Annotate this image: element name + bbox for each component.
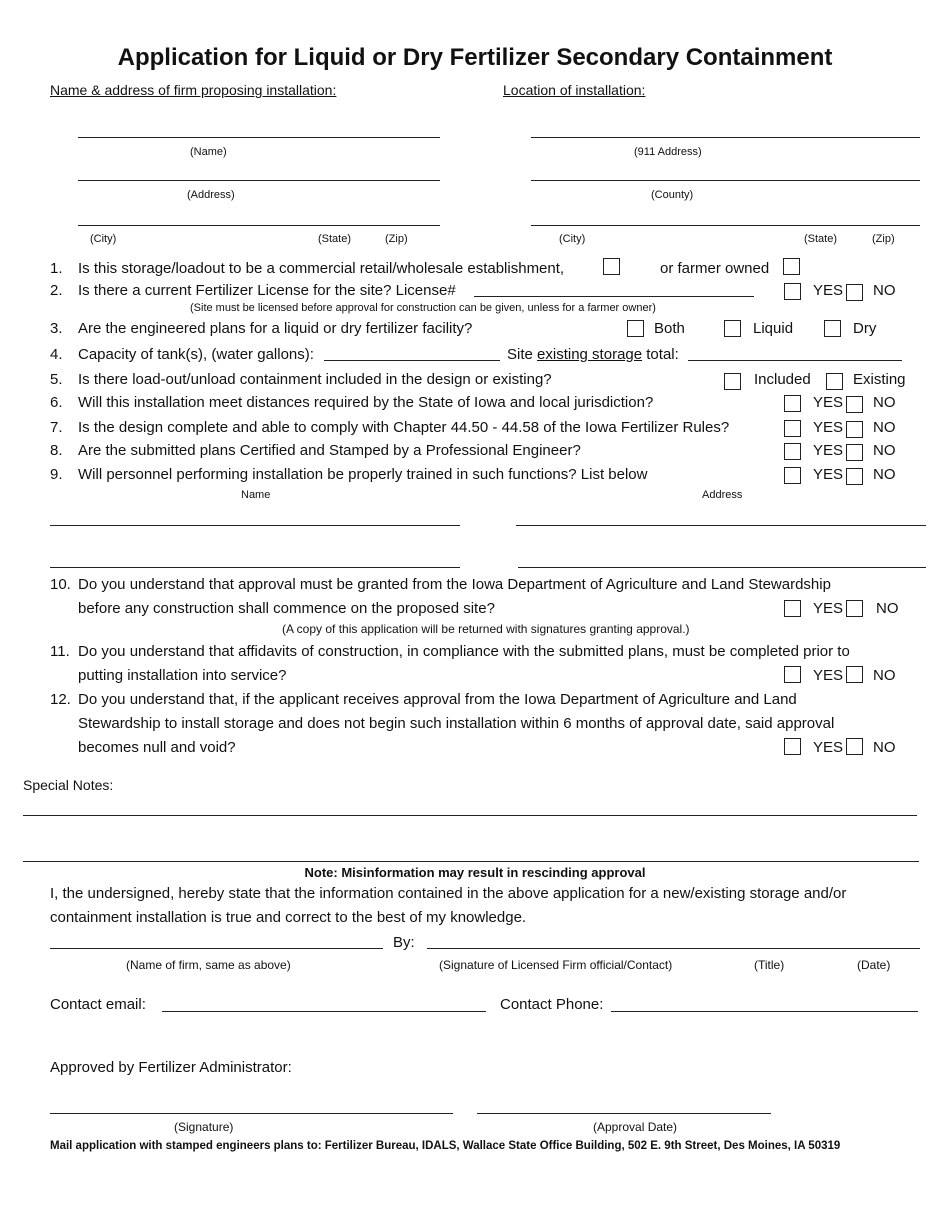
statement-line2: containment installation is true and correct to the best of my knowledge.	[50, 909, 527, 926]
q8-no-checkbox[interactable]	[846, 444, 863, 461]
q3-liquid-checkbox[interactable]	[724, 320, 741, 337]
q5-included-label: Included	[754, 371, 811, 388]
q7-yes-checkbox[interactable]	[784, 420, 801, 437]
firm-name-field[interactable]	[78, 137, 440, 138]
q8-yes-checkbox[interactable]	[784, 443, 801, 460]
location-911-address-label: (911 Address)	[634, 146, 702, 158]
q4-number: 4.	[50, 346, 63, 363]
misinformation-warning: Note: Misinformation may result in rescinding approval	[304, 865, 646, 880]
q5-existing-checkbox[interactable]	[826, 373, 843, 390]
q2-yes-label: YES	[813, 282, 844, 299]
contact-email-field[interactable]	[162, 1011, 486, 1012]
firm-name-sig-label: (Name of firm, same as above)	[126, 958, 291, 972]
q9-number: 9.	[50, 466, 63, 483]
q11-number: 11.	[50, 643, 70, 660]
q5-number: 5.	[50, 371, 63, 388]
q8-number: 8.	[50, 442, 63, 459]
firm-zip-label: (Zip)	[385, 233, 408, 245]
q2-text: Is there a current Fertilizer License for the site? License#	[78, 282, 456, 299]
q11-line2: putting installation into service?	[78, 667, 287, 684]
q3-dry-checkbox[interactable]	[824, 320, 841, 337]
q10-yes-checkbox[interactable]	[784, 600, 801, 617]
contact-phone-label: Contact Phone:	[500, 996, 604, 1013]
official-signature-field[interactable]	[427, 948, 920, 949]
q1-farmer-label: or farmer owned	[660, 260, 770, 277]
personnel-address-field-1[interactable]	[516, 525, 926, 526]
location-zip-label: (Zip)	[872, 233, 895, 245]
q6-text: Will this installation meet distances required by the State of Iowa and local jurisdiction?	[78, 394, 654, 411]
q3-both-label: Both	[654, 320, 685, 337]
q3-text: Are the engineered plans for a liquid or dry fertilizer facility?	[78, 320, 473, 337]
title-label: (Title)	[754, 958, 785, 972]
q1-commercial-checkbox[interactable]	[603, 258, 620, 275]
location-state-label: (State)	[804, 233, 838, 245]
q10-no-checkbox[interactable]	[846, 600, 863, 617]
location-heading: Location of installation:	[503, 82, 646, 98]
approval-date-label: (Approval Date)	[593, 1120, 678, 1134]
q2-no-label: NO	[873, 282, 896, 299]
q7-yes-label: YES	[813, 419, 844, 436]
q8-yes-label: YES	[813, 442, 844, 459]
q5-text: Is there load-out/unload containment included in the design or existing?	[78, 371, 552, 388]
q12-line3: becomes null and void?	[78, 739, 236, 756]
location-county-label: (County)	[651, 189, 694, 201]
q6-number: 6.	[50, 394, 63, 411]
contact-email-label: Contact email:	[50, 996, 146, 1013]
q10-line1: Do you understand that approval must be granted from the Iowa Department of Agriculture and Land Stewardship	[78, 576, 831, 593]
firm-name-signature-field[interactable]	[50, 948, 383, 949]
q7-no-label: NO	[873, 419, 896, 436]
q4-capacity-field[interactable]	[324, 360, 500, 361]
q12-yes-checkbox[interactable]	[784, 738, 801, 755]
q11-no-label: NO	[873, 667, 896, 684]
approval-signature-field[interactable]	[50, 1113, 453, 1114]
q10-no-label: NO	[876, 600, 899, 617]
q11-line1: Do you understand that affidavits of construction, in compliance with the submitted plans, must be completed prior to	[78, 643, 850, 660]
q1-number: 1.	[50, 260, 63, 277]
location-city-label: (City)	[559, 233, 586, 245]
q9-no-checkbox[interactable]	[846, 468, 863, 485]
firm-city-state-zip-field[interactable]	[78, 225, 440, 226]
q7-text: Is the design complete and able to comply with Chapter 44.50 - 44.58 of the Iowa Fertilizer Rules?	[78, 419, 730, 436]
special-notes-field-1[interactable]	[23, 815, 917, 816]
q12-line2: Stewardship to install storage and does not begin such installation within 6 months of approval date, said approval	[78, 715, 835, 732]
q4-site-label: Site existing storage total:	[507, 346, 679, 363]
q2-license-field[interactable]	[474, 296, 754, 297]
q2-number: 2.	[50, 282, 63, 299]
location-county-field[interactable]	[531, 180, 920, 181]
q2-yes-checkbox[interactable]	[784, 283, 801, 300]
q12-line1: Do you understand that, if the applicant receives approval from the Iowa Department of Agriculture and Land	[78, 691, 797, 708]
q10-yes-label: YES	[813, 600, 844, 617]
q11-yes-checkbox[interactable]	[784, 666, 801, 683]
q5-existing-label: Existing	[853, 371, 906, 388]
approval-date-field[interactable]	[477, 1113, 771, 1114]
statement-line1: I, the undersigned, hereby state that the information contained in the above application for a new/existing storage and/or	[50, 885, 847, 902]
date-label: (Date)	[857, 958, 891, 972]
q3-liquid-label: Liquid	[753, 320, 794, 337]
q7-no-checkbox[interactable]	[846, 421, 863, 438]
special-notes-label: Special Notes:	[23, 777, 114, 793]
location-city-state-zip-field[interactable]	[531, 225, 920, 226]
personnel-name-field-2[interactable]	[50, 567, 460, 568]
q12-number: 12.	[50, 691, 71, 708]
personnel-name-field-1[interactable]	[50, 525, 460, 526]
q3-number: 3.	[50, 320, 63, 337]
q7-number: 7.	[50, 419, 63, 436]
q1-text: Is this storage/loadout to be a commercial retail/wholesale establishment,	[78, 260, 565, 277]
q9-address-label: Address	[702, 489, 743, 501]
q10-number: 10.	[50, 576, 71, 593]
q5-included-checkbox[interactable]	[724, 373, 741, 390]
special-notes-field-2[interactable]	[23, 861, 919, 862]
page-title: Application for Liquid or Dry Fertilizer Secondary Containment	[117, 44, 833, 71]
firm-address-label: (Address)	[187, 189, 235, 201]
personnel-address-field-2[interactable]	[518, 567, 926, 568]
official-signature-label: (Signature of Licensed Firm official/Contact)	[439, 958, 673, 972]
contact-phone-field[interactable]	[611, 1011, 918, 1012]
firm-name-label: (Name)	[190, 146, 227, 158]
mailing-instructions: Mail application with stamped engineers plans to: Fertilizer Bureau, IDALS, Wallace State Office Building, 502 E. 9th Street, Des Moines, IA 50319	[50, 1140, 841, 1152]
q6-yes-checkbox[interactable]	[784, 395, 801, 412]
approval-heading: Approved by Fertilizer Administrator:	[50, 1059, 292, 1076]
q2-no-checkbox[interactable]	[846, 284, 863, 301]
q10-line2: before any construction shall commence on the proposed site?	[78, 600, 495, 617]
q9-yes-label: YES	[813, 466, 844, 483]
q3-both-checkbox[interactable]	[627, 320, 644, 337]
firm-heading: Name & address of firm proposing installation:	[50, 82, 337, 98]
q11-no-checkbox[interactable]	[846, 666, 863, 683]
location-911-address-field[interactable]	[531, 137, 920, 138]
by-label: By:	[393, 934, 415, 951]
q6-no-label: NO	[873, 394, 896, 411]
q4-text: Capacity of tank(s), (water gallons):	[78, 346, 314, 363]
q12-no-label: NO	[873, 739, 896, 756]
q9-no-label: NO	[873, 466, 896, 483]
q9-text: Will personnel performing installation be properly trained in such functions? List below	[78, 466, 648, 483]
q12-yes-label: YES	[813, 739, 844, 756]
q6-no-checkbox[interactable]	[846, 396, 863, 413]
approval-signature-label: (Signature)	[174, 1120, 234, 1134]
firm-state-label: (State)	[318, 233, 352, 245]
firm-address-field[interactable]	[78, 180, 440, 181]
q9-name-label: Name	[241, 489, 271, 501]
q11-yes-label: YES	[813, 667, 844, 684]
q12-no-checkbox[interactable]	[846, 738, 863, 755]
q4-existing-total-field[interactable]	[688, 360, 902, 361]
q2-note: (Site must be licensed before approval for construction can be given, unless for a farmer owner)	[190, 302, 656, 314]
q8-text: Are the submitted plans Certified and Stamped by a Professional Engineer?	[78, 442, 581, 459]
q1-farmer-checkbox[interactable]	[783, 258, 800, 275]
q3-dry-label: Dry	[853, 320, 877, 337]
q9-yes-checkbox[interactable]	[784, 467, 801, 484]
q6-yes-label: YES	[813, 394, 844, 411]
q10-note: (A copy of this application will be returned with signatures granting approval.)	[282, 622, 690, 636]
firm-city-label: (City)	[90, 233, 117, 245]
q8-no-label: NO	[873, 442, 896, 459]
